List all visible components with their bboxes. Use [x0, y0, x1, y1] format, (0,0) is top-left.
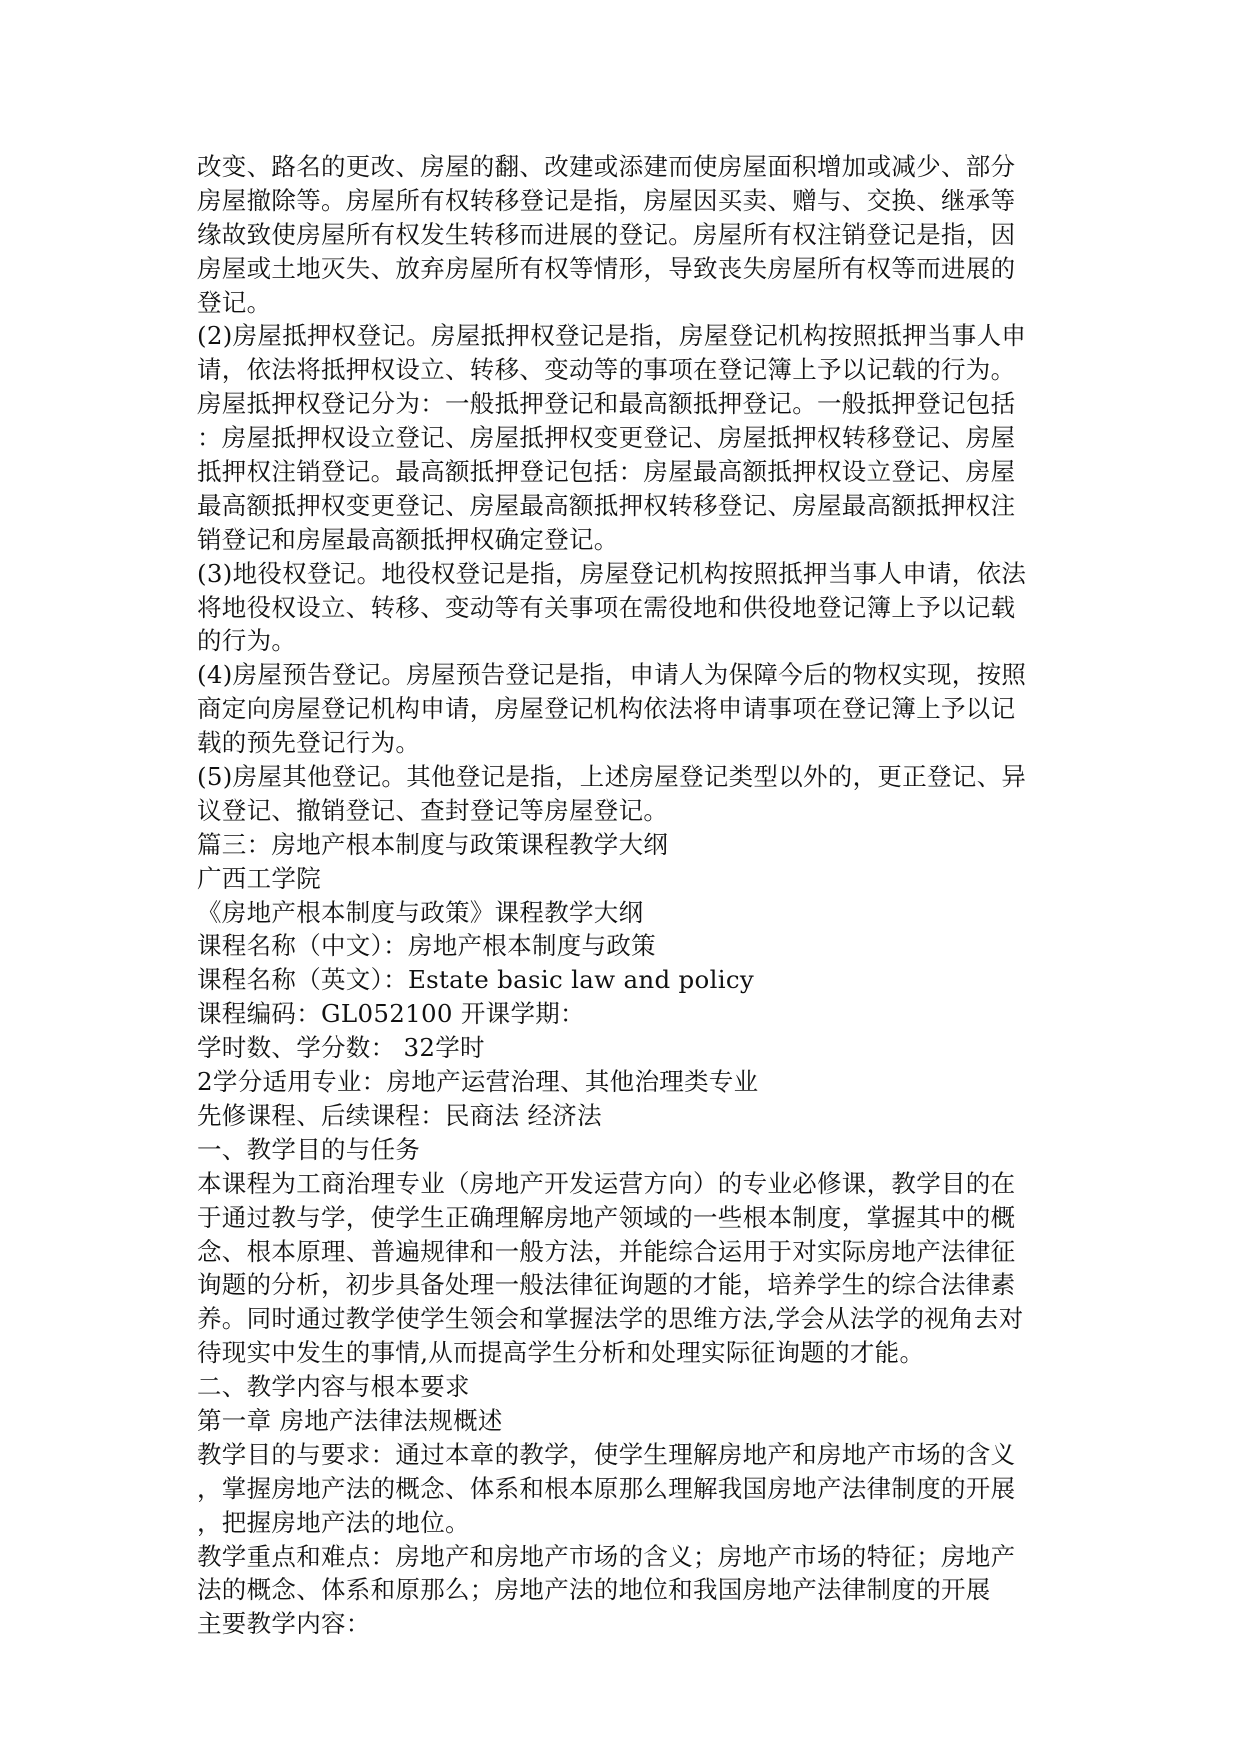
- course-name-zh: 课程名称（中文）：房地产根本制度与政策: [197, 931, 656, 961]
- text-line: (5)房屋其他登记。其他登记是指，上述房屋登记类型以外的，更正登记、异: [197, 762, 1027, 792]
- syllabus-title: 《房地产根本制度与政策》课程教学大纲: [197, 897, 644, 927]
- course-credits-major: 2学分适用专业：房地产运营治理、其他治理类专业: [197, 1067, 759, 1097]
- institution-name: 广西工学院: [197, 863, 321, 893]
- text-line: 教学目的与要求：通过本章的教学，使学生理解房地产和房地产市场的含义: [197, 1439, 1016, 1469]
- text-line: 将地役权设立、转移、变动等有关事项在需役地和供役地登记簿上予以记载: [197, 592, 1016, 622]
- text-line: 请，依法将抵押权设立、转移、变动等的事项在登记簿上予以记载的行为。: [197, 355, 1016, 385]
- text-line: 主要教学内容：: [197, 1609, 371, 1639]
- course-code: 课程编码：GL052100 开课学期：: [197, 999, 585, 1029]
- document-body: [197, 150, 1047, 1641]
- section-heading: 一、教学目的与任务: [197, 1134, 421, 1164]
- text-line: 于通过教与学，使学生正确理解房地产领域的一些根本制度，掌握其中的概: [197, 1202, 1016, 1232]
- text-line: 商定向房屋登记机构申请，房屋登记机构依法将申请事项在登记簿上予以记: [197, 694, 1016, 724]
- text-line: ：房屋抵押权设立登记、房屋抵押权变更登记、房屋抵押权转移登记、房屋: [197, 423, 1016, 453]
- text-line: (2)房屋抵押权登记。房屋抵押权登记是指，房屋登记机构按照抵押当事人申: [197, 321, 1027, 351]
- text-line: 议登记、撤销登记、查封登记等房屋登记。: [197, 795, 669, 825]
- text-line: 房屋或土地灭失、放弃房屋所有权等情形，导致丧失房屋所有权等而进展的: [197, 253, 1016, 283]
- text-line: 法的概念、体系和原那么；房地产法的地位和我国房地产法律制度的开展: [197, 1575, 991, 1605]
- text-line: 询题的分析，初步具备处理一般法律征询题的才能，培养学生的综合法律素: [197, 1270, 1016, 1300]
- text-line: 的行为。: [197, 626, 297, 656]
- text-line: 念、根本原理、普遍规律和一般方法，并能综合运用于对实际房地产法律征: [197, 1236, 1016, 1266]
- section-heading: 篇三：房地产根本制度与政策课程教学大纲: [197, 829, 669, 859]
- text-line: 待现实中发生的事情,从而提高学生分析和处理实际征询题的才能。: [197, 1338, 925, 1368]
- section-heading: 二、教学内容与根本要求: [197, 1372, 470, 1402]
- text-line: 改变、路名的更改、房屋的翻、改建或添建而使房屋面积增加或减少、部分: [197, 152, 1016, 181]
- text-line: 最高额抵押权变更登记、房屋最高额抵押权转移登记、房屋最高额抵押权注: [197, 490, 1016, 520]
- text-line: 登记。: [197, 287, 272, 317]
- text-line: 抵押权注销登记。最高额抵押登记包括：房屋最高额抵押权设立登记、房屋: [197, 457, 1016, 487]
- text-line: 本课程为工商治理专业（房地产开发运营方向）的专业必修课，教学目的在: [197, 1168, 1016, 1198]
- course-name-en: 课程名称（英文）：Estate basic law and policy: [197, 965, 755, 995]
- course-prerequisites: 先修课程、后续课程：民商法 经济法: [197, 1100, 602, 1130]
- text-line: 房屋撤除等。房屋所有权转移登记是指，房屋因买卖、赠与、交换、继承等: [197, 185, 1016, 215]
- chapter-heading: 第一章 房地产法律法规概述: [197, 1405, 503, 1435]
- text-line: 房屋抵押权登记分为：一般抵押登记和最高额抵押登记。一般抵押登记包括: [197, 389, 1016, 419]
- course-hours: 学时数、学分数： 32学时: [197, 1033, 485, 1063]
- text-line: (4)房屋预告登记。房屋预告登记是指，申请人为保障今后的物权实现，按照: [197, 660, 1027, 690]
- text-line: 教学重点和难点：房地产和房地产市场的含义；房地产市场的特征；房地产: [197, 1541, 1016, 1571]
- text-line: 载的预先登记行为。: [197, 728, 421, 758]
- text-line: 养。同时通过教学使学生领会和掌握法学的思维方法,学会从法学的视角去对: [197, 1304, 1024, 1334]
- text-line: 销登记和房屋最高额抵押权确定登记。: [197, 524, 619, 554]
- text-line: 缘故致使房屋所有权发生转移而进展的登记。房屋所有权注销登记是指，因: [197, 219, 1016, 249]
- text-line: ，把握房地产法的地位。: [197, 1507, 470, 1537]
- text-line: ，掌握房地产法的概念、体系和根本原那么理解我国房地产法律制度的开展: [197, 1473, 1016, 1503]
- text-line: (3)地役权登记。地役权登记是指，房屋登记机构按照抵押当事人申请，依法: [197, 558, 1027, 588]
